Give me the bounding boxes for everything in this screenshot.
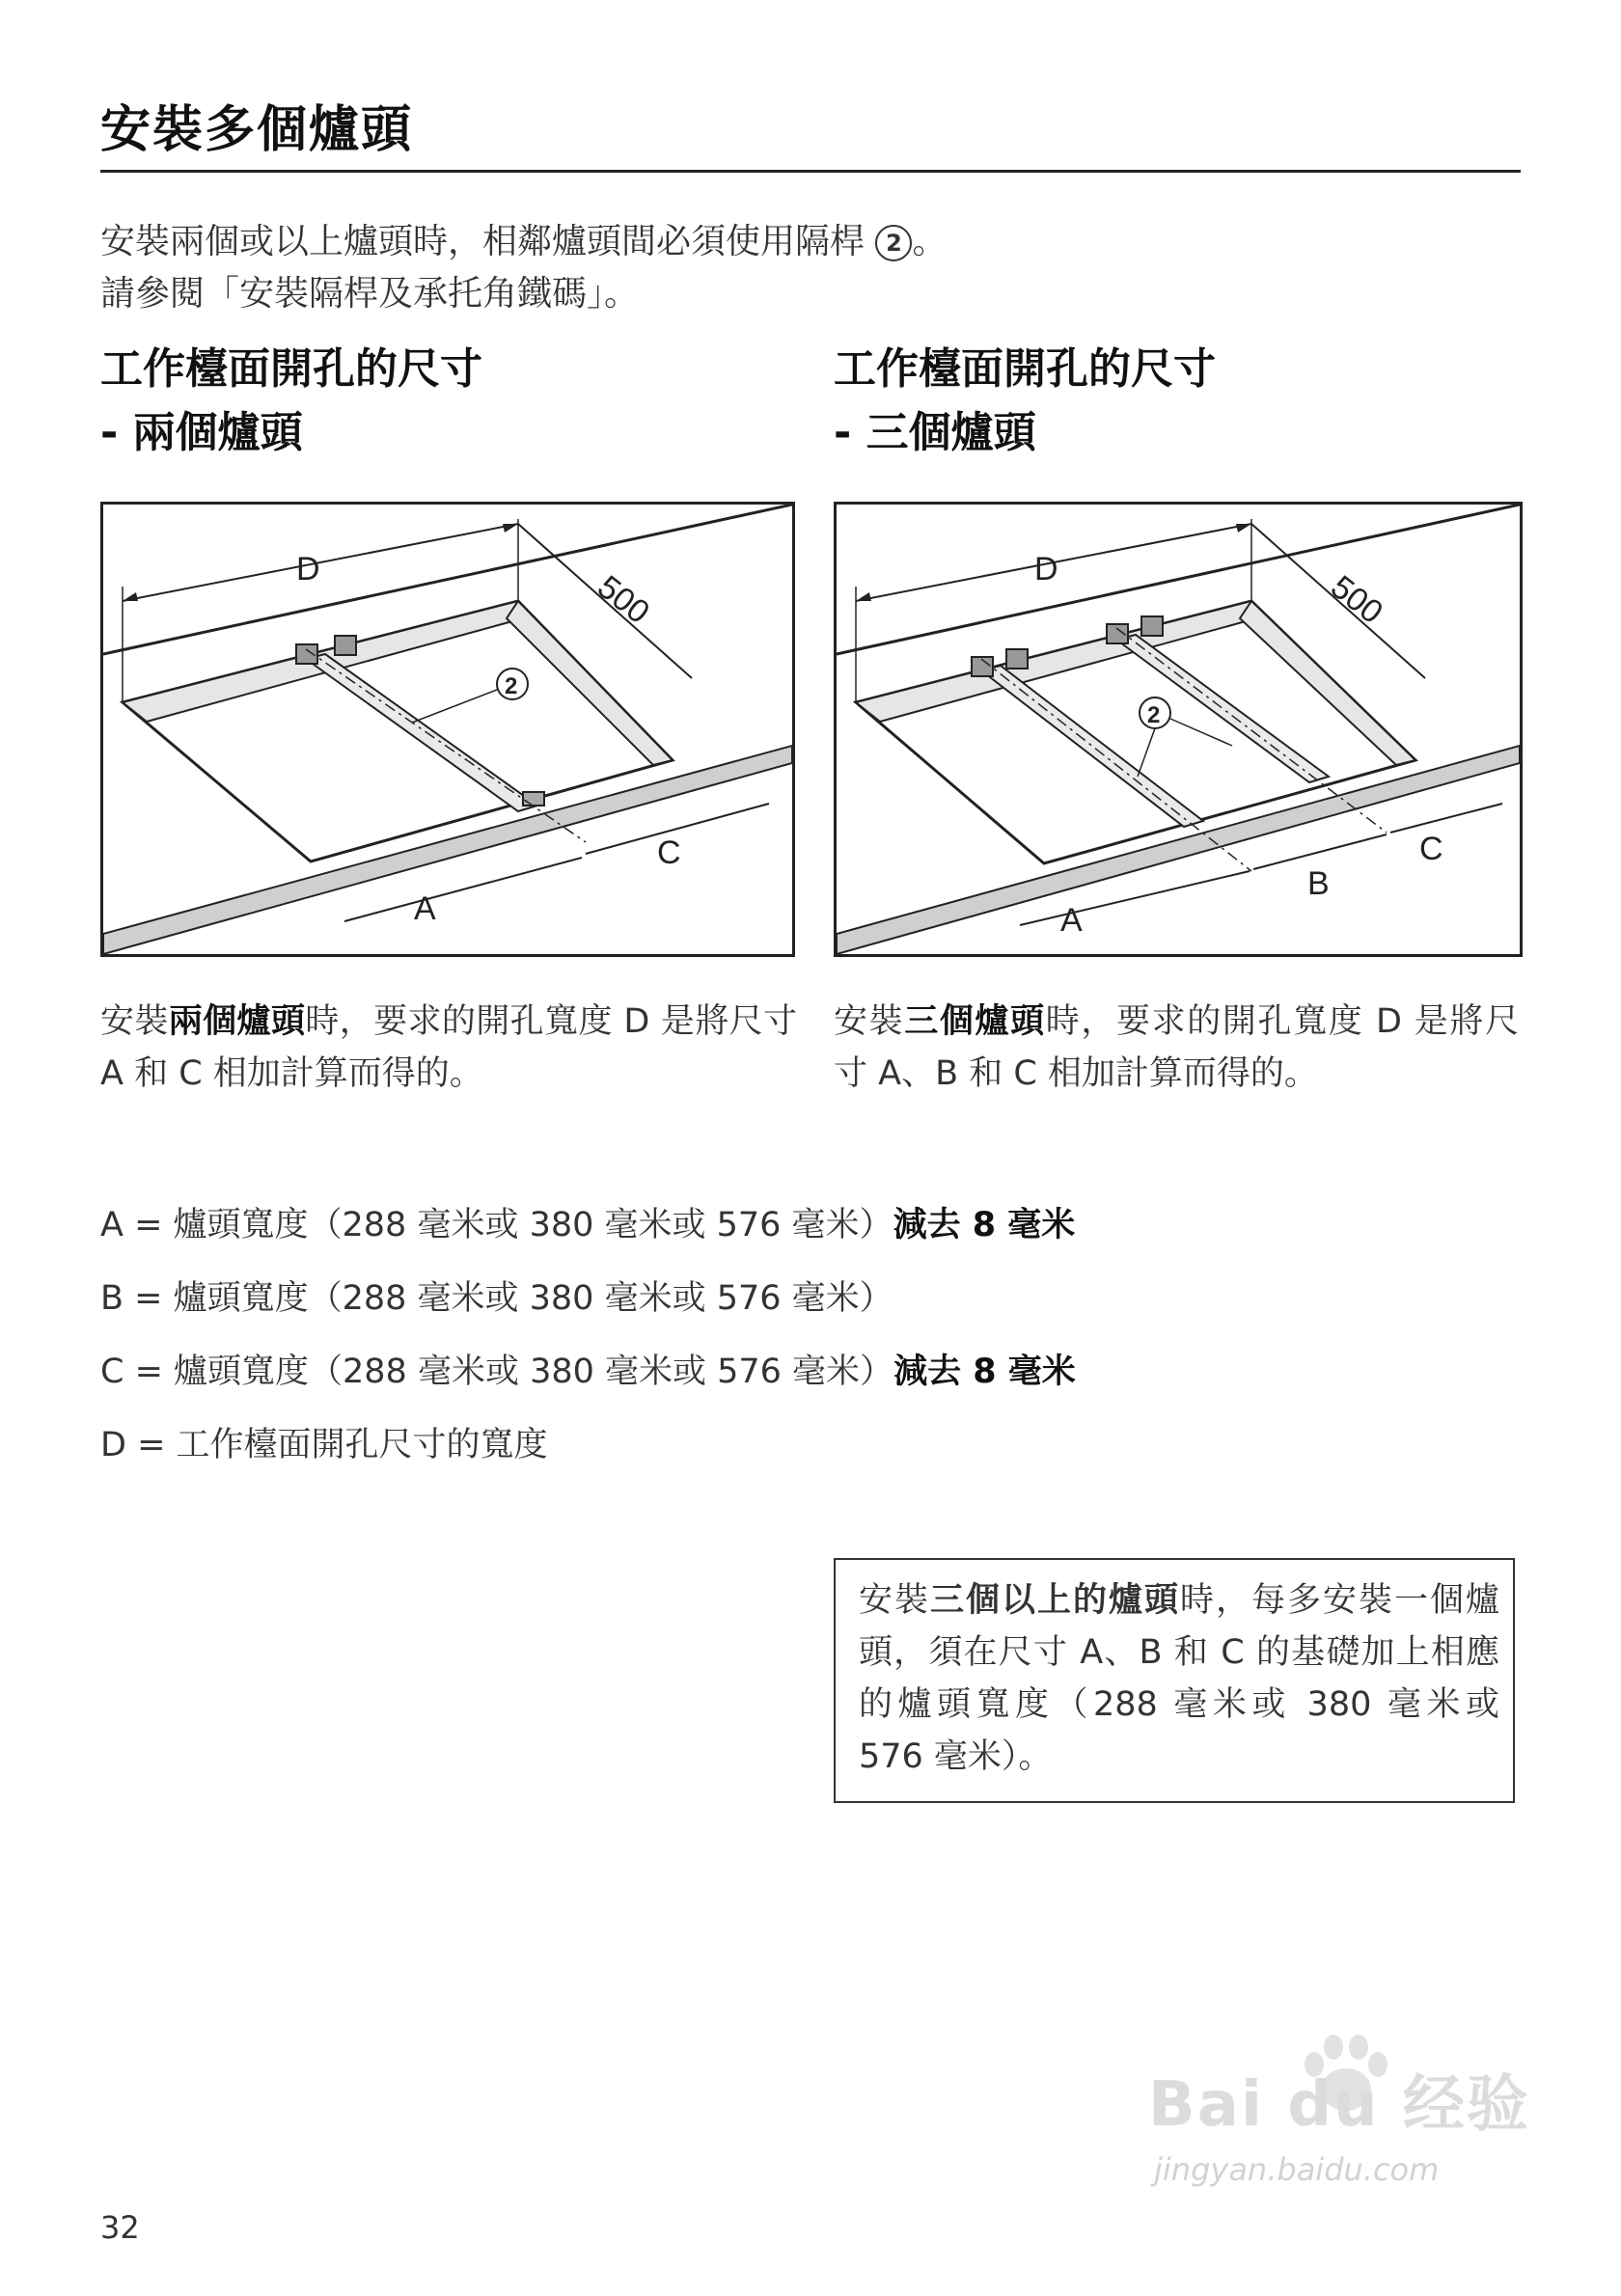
dim-d-label: D (296, 551, 320, 588)
spacer-bar-reference-badge: 2 (875, 225, 912, 261)
dim-c-label: C (1419, 831, 1443, 867)
two-burner-cutout-diagram (100, 502, 795, 957)
dim-c-label: C (657, 834, 681, 871)
definition-d (100, 1418, 548, 1466)
definition-c-text: C = 爐頭寬度（288 毫米或 380 毫米或 576 毫米） (100, 1353, 894, 1391)
watermark-brand: Bai du 经验 (1148, 2069, 1530, 2141)
right-caption-pre: 安裝 (834, 1002, 905, 1041)
definition-c (100, 1345, 1076, 1393)
definition-c-bold: 減去 8 毫米 (893, 1353, 1076, 1391)
title-divider (100, 170, 1521, 173)
dim-b-line (1253, 834, 1387, 869)
right-heading-line-2: - 三個爐頭 (834, 408, 1036, 457)
note-pre: 安裝 (859, 1581, 930, 1620)
dim-a-label: A (414, 890, 436, 927)
bracket-left (296, 644, 317, 664)
intro-line-2: 請參閱「安裝隔桿及承托角鐵碼」。 (100, 274, 640, 314)
definition-b-text: B = 爐頭寬度（288 毫米或 380 毫米或 576 毫米） (100, 1279, 893, 1318)
note-bold: 三個以上的爐頭 (930, 1581, 1180, 1620)
definition-a-bold: 減去 8 毫米 (893, 1206, 1076, 1244)
page-title: 安裝多個爐頭 (100, 101, 414, 159)
left-caption (100, 996, 797, 1100)
definition-b (100, 1271, 893, 1320)
dim-d-line (123, 524, 518, 601)
dim-500-label: 500 (1324, 568, 1390, 632)
dim-d-arrow-left (856, 592, 871, 601)
note-post: 時，每多安裝一個爐頭，須在尺寸 A、B 和 C 的基礎加上相應的爐頭寬度（288 毫米或 380 毫米或 576 毫米）。 (859, 1581, 1499, 1776)
bracket-right (335, 636, 356, 655)
intro-line-1 (100, 214, 947, 263)
left-caption-pre: 安裝 (100, 1002, 169, 1041)
marker-2-label: 2 (1147, 702, 1161, 728)
dim-d-label: D (1034, 551, 1058, 588)
definition-d-text: D = 工作檯面開孔尺寸的寬度 (100, 1426, 548, 1464)
right-heading-line-1: 工作檯面開孔的尺寸 (834, 344, 1216, 394)
dim-d-arrow-left (123, 592, 138, 601)
intro-text: 安裝兩個或以上爐頭時，相鄰爐頭間必須使用隔桿 (100, 222, 865, 261)
watermark-url: jingyan.baidu.com (1154, 2151, 1440, 2188)
dim-b-label: B (1307, 865, 1330, 902)
page-number: 32 (100, 2209, 140, 2246)
marker-2-label: 2 (505, 673, 518, 699)
dim-d-arrow-right (1236, 524, 1251, 533)
note-text (859, 1574, 1499, 1783)
right-caption-bold: 三個爐頭 (904, 1002, 1046, 1041)
bracket-front (523, 792, 544, 806)
left-heading-line-2: - 兩個爐頭 (100, 408, 303, 457)
left-heading (100, 338, 482, 465)
bracket-2-right (1141, 616, 1163, 636)
bracket-1-right (1006, 649, 1028, 669)
dim-500-label: 500 (591, 568, 657, 632)
dim-a-label: A (1060, 902, 1083, 939)
three-burner-cutout-diagram (834, 502, 1523, 957)
left-caption-bold: 兩個爐頭 (168, 1002, 306, 1041)
definition-a-text: A = 爐頭寬度（288 毫米或 380 毫米或 576 毫米） (100, 1206, 893, 1244)
right-caption (834, 996, 1519, 1100)
right-heading (834, 338, 1216, 465)
left-caption-post: 時，要求的開孔寬度 D 是將尺寸 A 和 C 相加計算而得的。 (100, 1002, 797, 1093)
intro-period: 。 (912, 222, 948, 261)
dim-c-line (1390, 804, 1502, 833)
right-caption-post: 時，要求的開孔寬度 D 是將尺寸 A、B 和 C 相加計算而得的。 (834, 1002, 1519, 1093)
left-heading-line-1: 工作檯面開孔的尺寸 (100, 344, 482, 394)
definition-a (100, 1198, 1075, 1246)
dim-d-arrow-right (503, 524, 518, 533)
